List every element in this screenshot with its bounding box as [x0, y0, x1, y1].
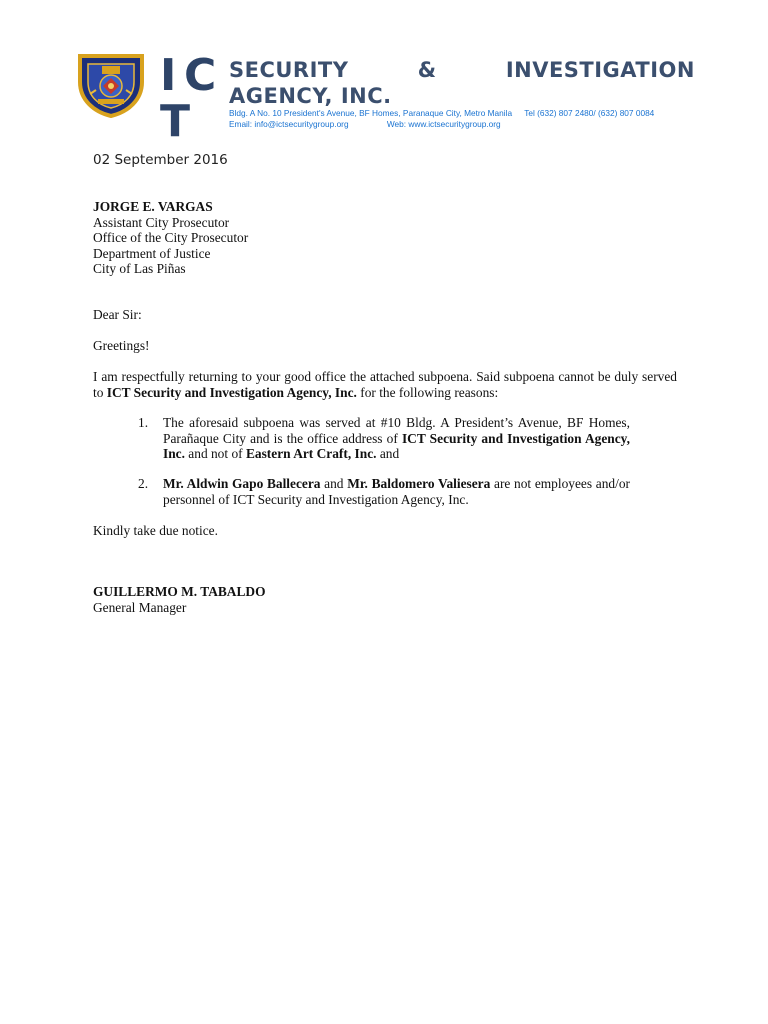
recipient-city: City of Las Piñas: [93, 261, 186, 276]
intro-text-end: for the following reasons:: [356, 384, 499, 400]
company-email[interactable]: Email: info@ictsecuritygroup.org: [229, 119, 349, 129]
salutation: Dear Sir:: [93, 307, 142, 322]
reason-number: 2.: [138, 476, 149, 491]
company-name-word: INVESTIGATION: [505, 58, 695, 82]
reason-text-part: and: [320, 476, 348, 491]
greeting: Greetings!: [93, 338, 150, 353]
signatory-name: GUILLERMO M. TABALDO: [93, 584, 266, 599]
intro-company-name: ICT Security and Investigation Agency, Inc.: [106, 384, 357, 400]
company-telephone: Tel (632) 807 2480/ (632) 807 0084: [524, 108, 655, 118]
company-address: Bldg. A No. 10 President's Avenue, BF Homes, Paranaque City, Metro Manila: [229, 108, 513, 118]
reason-text-part: The aforesaid subpoena was served at #10 Bldg. A President’s Avenue, BF Homes, Parañaque City and is the office address of: [163, 415, 630, 446]
reason-list-item: [138, 415, 630, 462]
reason-text-part: and: [376, 446, 400, 461]
reason-number: 1.: [138, 415, 149, 430]
intro-paragraph: [93, 369, 677, 400]
contact-line-email-web: [229, 119, 699, 129]
reason-person-name: Mr. Aldwin Gapo Ballecera: [163, 476, 321, 491]
reason-company-name: ICT Security and Investigation Agency, Inc.: [163, 430, 630, 461]
letter-date: 02 September 2016: [93, 152, 228, 168]
ict-shield-logo-icon: [76, 52, 146, 118]
closing-line: Kindly take due notice.: [93, 523, 218, 538]
intro-text: I am respectfully returning to your good office the attached subpoena. Said subpoena cannot be duly served to: [93, 369, 677, 400]
company-name-word: &: [417, 58, 437, 82]
brand-letter-c: C: [184, 50, 218, 101]
reason-text-part: and not of: [184, 446, 246, 461]
reason-text: [163, 415, 630, 462]
recipient-block: [93, 199, 677, 277]
brand-letters: [160, 50, 220, 147]
recipient-title: Assistant City Prosecutor: [93, 214, 230, 230]
contact-line-address: [229, 108, 699, 118]
recipient-office: Office of the City Prosecutor: [93, 230, 249, 245]
company-website[interactable]: Web: www.ictsecuritygroup.org: [386, 119, 501, 129]
reason-other-company: Eastern Art Craft, Inc.: [245, 446, 377, 461]
company-name: [229, 57, 695, 109]
reason-person-name: Mr. Baldomero Valiesera: [347, 476, 491, 491]
reason-list-item: [138, 476, 630, 507]
signatory-title: General Manager: [93, 599, 187, 615]
reason-text-part: are not employees and/or personnel of ICT Security and Investigation Agency, Inc.: [163, 476, 630, 507]
signature-block: [93, 584, 677, 615]
brand-letter-i: I: [160, 50, 178, 101]
reason-text: [163, 476, 630, 507]
company-name-word: SECURITY: [229, 58, 349, 82]
recipient-department: Department of Justice: [93, 245, 211, 261]
recipient-name: JORGE E. VARGAS: [93, 199, 213, 214]
company-name-line1: [229, 57, 695, 83]
brand-letter-t: T: [160, 96, 192, 147]
company-name-line2: AGENCY, INC.: [229, 84, 392, 108]
